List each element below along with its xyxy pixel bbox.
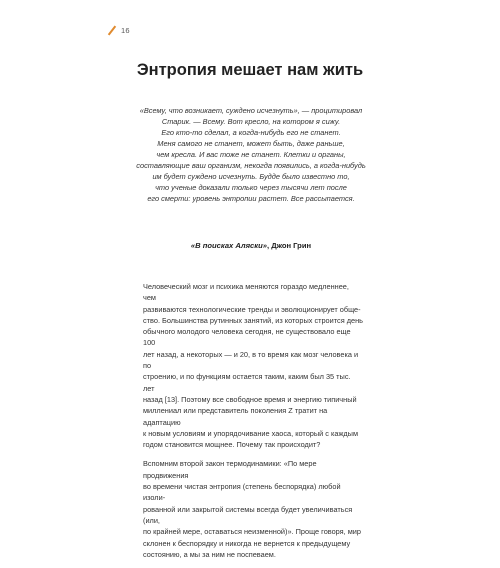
epigraph-line: Меня самого не станет, может быть, даже раньше,	[157, 139, 345, 148]
epigraph-attribution	[106, 241, 396, 250]
attribution-author: , Джон Грин	[267, 241, 312, 250]
body-line: назад [13]. Поэтому все свободное время и энергию типичный	[143, 394, 357, 404]
body-line: развиваются технологические тренды и эволюционирует обще-	[143, 304, 361, 314]
epigraph-line: «Всему, что возникает, суждено исчезнуть», — процитировал	[139, 106, 363, 115]
body-line: лет назад, а некоторых — и 20, в то время как мозг человека и по	[143, 349, 359, 371]
body-line: обычного молодого человека сегодня, не существовало еще 100	[143, 327, 351, 348]
chapter-title: Энтропия мешает нам жить	[136, 61, 364, 79]
body-line: рованной или закрытой системы всегда будет увеличиваться (или,	[143, 504, 353, 525]
epigraph	[106, 105, 396, 204]
body-text	[143, 281, 363, 568]
epigraph-line: Старик. — Всему. Вот кресло, на котором я сижу.	[161, 117, 341, 126]
body-paragraph-2	[143, 458, 363, 560]
epigraph-line: чем кресла. И вас тоже не станет. Клетки и органы,	[156, 150, 346, 159]
epigraph-line: его смерти: уровень энтропии растет. Все рассыпается.	[147, 194, 355, 203]
attribution-work-title: «В поисках Аляски»	[190, 241, 267, 250]
body-line: по крайней мере, оставаться неизменной)». Проще говоря, мир	[143, 527, 361, 537]
page-header	[107, 25, 130, 35]
body-line: годом становится мощнее. Почему так происходит?	[143, 440, 321, 450]
body-line: миллениал или представитель поколения Z тратит на адаптацию	[143, 406, 328, 427]
body-line: Человеческий мозг и психика меняются гораздо медленнее, чем	[143, 282, 349, 303]
epigraph-line: Его кто-то сделал, а когда-нибудь его не станет.	[161, 128, 341, 137]
body-line: во времени чистая энтропия (степень беспорядка) любой изоли-	[143, 482, 341, 503]
body-line: состоянию, а мы за ним не поспеваем.	[143, 549, 276, 559]
body-line: склонен к беспорядку и никогда не вернется к предыдущему	[143, 538, 351, 548]
body-line: к новым условиям и упорядочивание хаоса, который с каждым	[143, 428, 358, 438]
body-line: ство. Большинства рутинных занятий, из которых строится день	[143, 315, 363, 325]
epigraph-line: им будет суждено исчезнуть. Будде было известно то,	[152, 172, 350, 181]
accent-slash-icon	[107, 25, 117, 35]
epigraph-line: что ученые доказали только через тысячи лет после	[155, 183, 347, 192]
epigraph-line: составляющие ваш организм, некогда появились, а когда-нибудь	[136, 161, 366, 170]
body-line: строению, и по функциям остается таким, каким был 35 тыс. лет	[143, 372, 351, 393]
body-line: Вспомним второй закон термодинамики: «По мере продвижения	[143, 459, 317, 480]
body-paragraph-1	[143, 281, 363, 450]
page-number: 16	[121, 25, 130, 35]
